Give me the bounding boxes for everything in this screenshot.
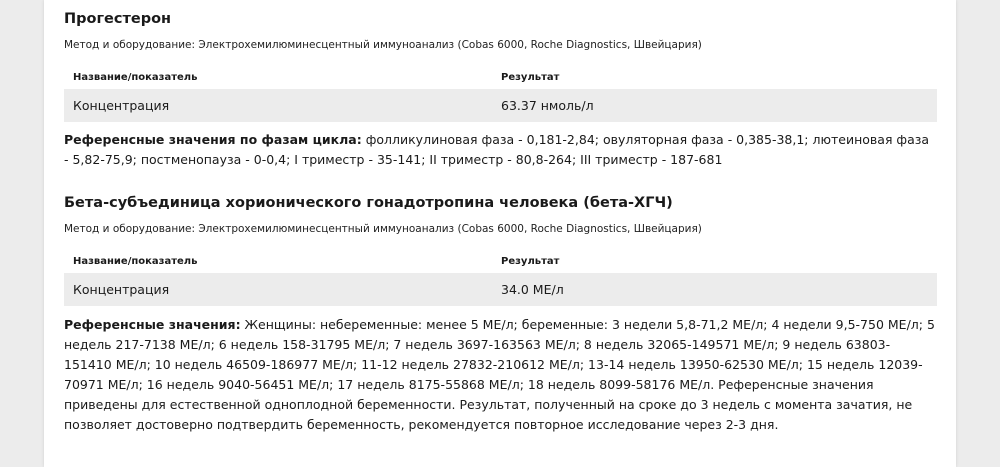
table-row	[64, 89, 937, 122]
table-row	[64, 273, 937, 306]
row-result: 34.0 МЕ/л	[501, 282, 564, 297]
reference-values	[64, 315, 937, 435]
reference-label: Референсные значения:	[64, 317, 241, 332]
reference-label: Референсные значения по фазам цикла:	[64, 132, 362, 147]
column-header-name: Название/показатель	[73, 256, 198, 267]
progesterone-section	[64, 10, 937, 52]
table-header	[64, 251, 937, 273]
reference-values	[64, 130, 937, 170]
bhcg-section	[64, 194, 937, 236]
column-header-name: Название/показатель	[73, 72, 198, 83]
row-name: Концентрация	[73, 282, 170, 297]
report-page	[44, 0, 956, 467]
reference-text: фолликулиновая фаза - 0,181-2,84; овуляторная фаза - 0,385-38,1; лютеиновая фаза - 5,82-75,9; постменопауза - 0-0,4; I триместр - 35-141; II триместр - 80,8-264; III триместр - 187-681	[64, 132, 930, 167]
section-title: Бета-субъединица хорионического гонадотропина человека (бета-ХГЧ)	[64, 195, 673, 211]
column-header-result: Результат	[501, 72, 560, 83]
method-text: Метод и оборудование: Электрохемилюминесцентный иммуноанализ (Cobas 6000, Roche Diagnostics, Швейцария)	[64, 223, 702, 235]
table-header	[64, 67, 937, 89]
column-header-result: Результат	[501, 256, 560, 267]
method-text: Метод и оборудование: Электрохемилюминесцентный иммуноанализ (Cobas 6000, Roche Diagnostics, Швейцария)	[64, 39, 702, 51]
reference-text: Женщины: небеременные: менее 5 МЕ/л; беременные: 3 недели 5,8-71,2 МЕ/л; 4 недели 9,5-750 МЕ/л; 5 недель 217-7138 МЕ/л; 6 недель 158-31795 МЕ/л; 7 недель 3697-163563 МЕ/л; 8 недель 32065-149571 МЕ/л; 9 недель 63803-151410 МЕ/л; 10 недель 46509-186977 МЕ/л; 11-12 недель 27832-210612 МЕ/л; 13-14 недель 13950-62530 МЕ/л; 15 недель 12039-70971 МЕ/л; 16 недель 9040-56451 МЕ/л; 17 недель 8175-55868 МЕ/л; 18 недель 8099-58176 МЕ/л. Референсные значения приведены для естественной одноплодной беременности. Результат, полученный на сроке до 3 недель с момента зачатия, не позволяет достоверно подтвердить беременность, рекомендуется повторное исследование через 2-3 дня.	[64, 317, 935, 432]
section-title: Прогестерон	[64, 11, 172, 27]
row-name: Концентрация	[73, 98, 170, 113]
row-result: 63.37 нмоль/л	[501, 98, 594, 113]
